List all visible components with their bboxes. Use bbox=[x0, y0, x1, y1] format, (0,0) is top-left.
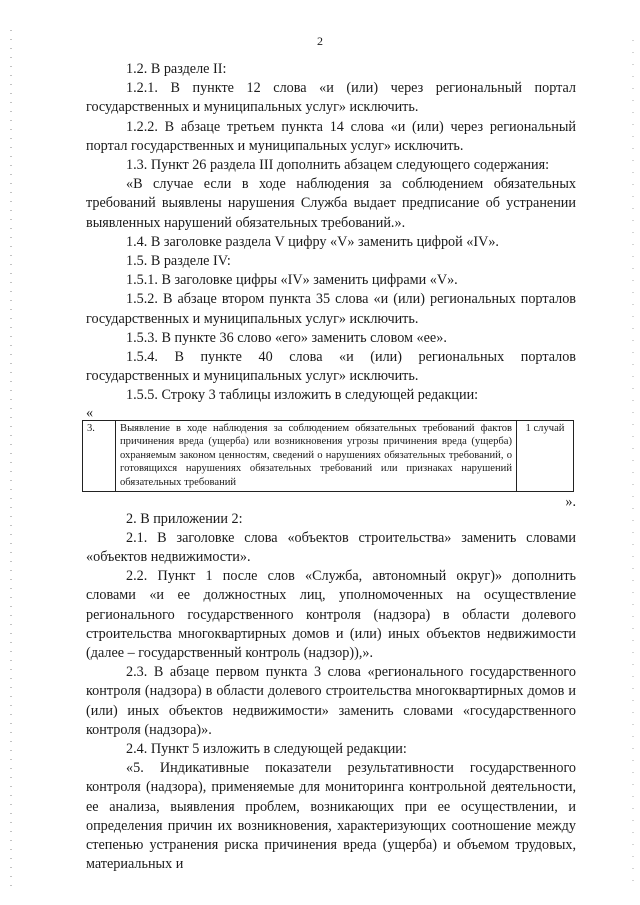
paragraph-1-4: 1.4. В заголовке раздела V цифру «V» заменить цифрой «IV». bbox=[126, 233, 499, 250]
quote-open-mark: « bbox=[86, 404, 94, 421]
paragraph-1-5-3: 1.5.3. В пункте 36 слово «его» заменить словом «ее». bbox=[126, 329, 447, 346]
paragraph-1-2-1: 1.2.1. В пункте 12 слова «и (или) через региональный портал государственных и муниципальных услуг» исключить. bbox=[86, 80, 576, 116]
page-number: 2 bbox=[317, 34, 323, 48]
table-row bbox=[83, 420, 574, 491]
document-body bbox=[86, 60, 576, 874]
table-cell-unit: 1 случай bbox=[517, 420, 574, 491]
paragraph-5-quote: «5. Индикативные показатели результативности государственного контроля (надзора), применяемые для мониторинга контрольной деятельности, ее анализа, выявления проблем, возникающих при ее осуществлении, и определения причин их возникновения, характеризующих соотношение между степенью устранения риска причинения вреда (ущерба) и объемом трудовых, материальных и bbox=[86, 760, 576, 873]
paragraph-2-1: 2.1. В заголовке слова «объектов строительства» заменить словами «объектов недвижимости». bbox=[86, 529, 576, 566]
scan-edge-left bbox=[10, 30, 12, 890]
paragraph-1-3: 1.3. Пункт 26 раздела III дополнить абзацем следующего содержания: bbox=[126, 157, 550, 174]
paragraph-2: 2. В приложении 2: bbox=[126, 510, 243, 527]
table-cell-text: Выявление в ходе наблюдения за соблюдением обязательных требований фактов причинения вреда (ущерба) или возникновения угрозы причинения вреда (ущерба) охраняемым законом ценностям, сведений о нарушениях обязательных требований, о готовящихся нарушениях обязательных требований или признаках нарушений обязательных требований bbox=[116, 420, 517, 491]
paragraph-1-2-2: 1.2.2. В абзаце третьем пункта 14 слова «и (или) через региональный портал государственных и муниципальных услуг» исключить. bbox=[86, 118, 576, 154]
paragraph-1-5: 1.5. В разделе IV: bbox=[126, 253, 231, 270]
paragraph-2-2: 2.2. Пункт 1 после слов «Служба, автономный округ)» дополнить словами «и ее должностных лиц, уполномоченных на осуществление регионального государственного контроля (надзора) в области долевого строительства многоквартирных домов и (или) иных объектов недвижимости (далее – государственный контроль (надзор)),». bbox=[86, 568, 576, 662]
scan-edge-right bbox=[632, 40, 634, 890]
paragraph-1-3-quote: «В случае если в ходе наблюдения за соблюдением обязательных требований выявлены нарушения Служба выдает предписание об устранении выявленных нарушений обязательных требований.». bbox=[86, 176, 576, 231]
paragraph-1-5-5: 1.5.5. Строку 3 таблицы изложить в следующей редакции: bbox=[126, 387, 479, 404]
table-row-3 bbox=[82, 420, 574, 492]
table-cell-number: 3. bbox=[83, 420, 116, 491]
paragraph-2-3: 2.3. В абзаце первом пункта 3 слова «регионального государственного контроля (надзора) в области долевого строительства многоквартирных домов и (или) иных объектов недвижимости» заменить словами «государственного контроля (надзора)». bbox=[86, 664, 576, 738]
paragraph-2-4: 2.4. Пункт 5 изложить в следующей редакции: bbox=[126, 741, 407, 758]
paragraph-1-5-2: 1.5.2. В абзаце втором пункта 35 слова «и (или) региональных порталов государственных и муниципальных услуг» исключить. bbox=[86, 291, 576, 327]
paragraph-1-5-1: 1.5.1. В заголовке цифры «IV» заменить цифрами «V». bbox=[126, 272, 458, 289]
quote-close-mark: ». bbox=[565, 493, 576, 510]
paragraph-1-2: 1.2. В разделе II: bbox=[126, 61, 227, 77]
paragraph-1-5-4: 1.5.4. В пункте 40 слова «и (или) региональных порталов государственных и муниципальных услуг» исключить. bbox=[86, 349, 576, 385]
